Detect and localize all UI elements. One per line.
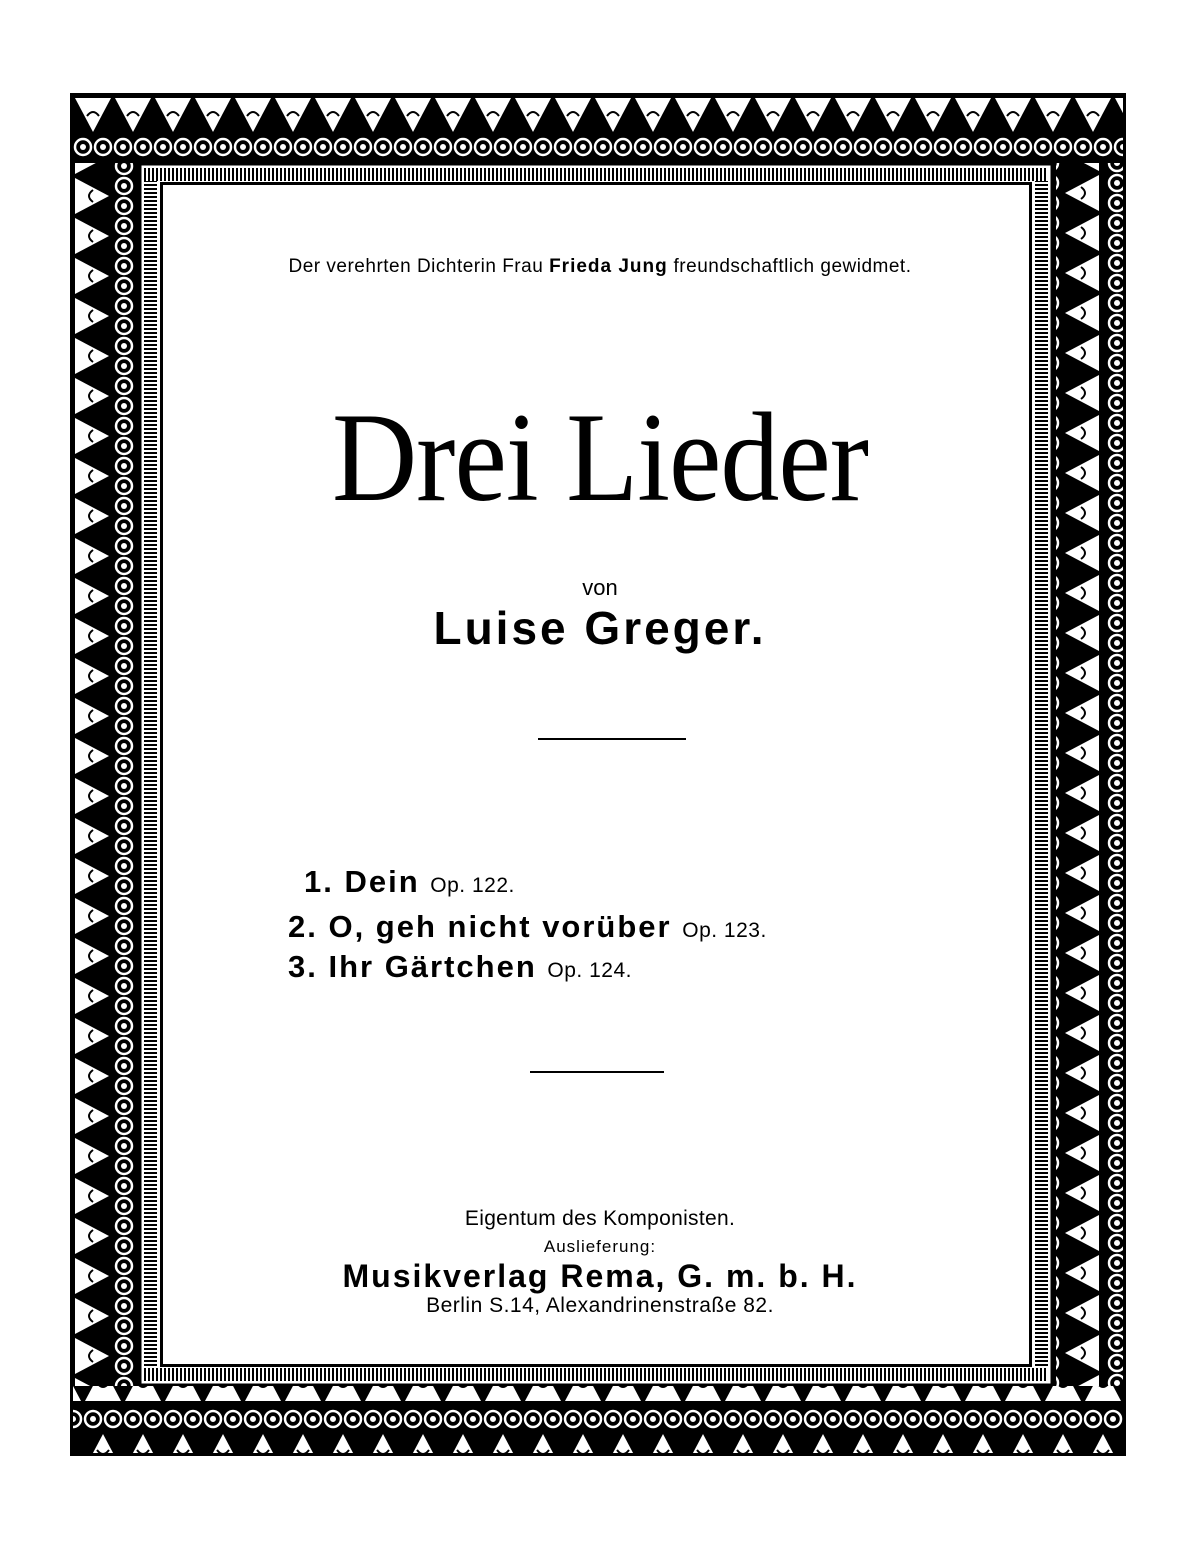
divider-rule [538, 738, 686, 740]
song-title: 3. Ihr Gärtchen [288, 949, 537, 984]
song-item [288, 909, 767, 945]
song-item [304, 864, 515, 900]
publisher-address: Berlin S.14, Alexandrinenstraße 82. [426, 1294, 774, 1317]
title-panel [160, 182, 1032, 1367]
song-title: 1. Dein [304, 864, 420, 899]
publisher-name: Musikverlag Rema, G. m. b. H. [342, 1258, 858, 1294]
divider-rule [530, 1071, 664, 1073]
song-title: 2. O, geh nicht vorüber [288, 909, 672, 944]
song-opus: Op. 122. [430, 874, 515, 897]
song-opus: Op. 123. [682, 919, 767, 942]
dedicatee-name: Frieda Jung [549, 256, 668, 277]
by-label: von [582, 575, 618, 600]
song-opus: Op. 124. [547, 959, 632, 982]
dedication-text-before: Der verehrten Dichterin Frau [288, 256, 550, 277]
composer-name: Luise Greger. [433, 602, 767, 654]
dedication-line [0, 256, 1200, 278]
delivery-label: Auslieferung: [543, 1237, 657, 1256]
song-item [288, 949, 632, 985]
page-title: Drei Lieder [331, 386, 869, 529]
dedication-text-after: freundschaftlich gewidmet. [667, 256, 912, 277]
ownership-note: Eigentum des Komponisten. [464, 1207, 736, 1230]
